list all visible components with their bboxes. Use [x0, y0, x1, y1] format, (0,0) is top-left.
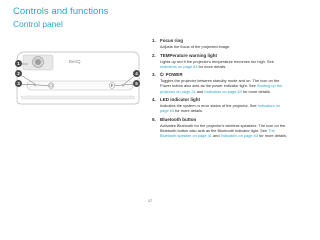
- callout-1: 1: [15, 60, 22, 67]
- description-text: for more details.: [258, 133, 287, 139]
- control-item-number: 2.: [152, 52, 156, 58]
- cross-reference-link[interactable]: Indicators on page 63: [160, 103, 281, 114]
- page-number: 17: [147, 199, 153, 203]
- cross-reference-link[interactable]: Indicators on page 63: [220, 133, 258, 139]
- control-item-number: 4.: [152, 97, 156, 103]
- control-item-number: 3.: [152, 72, 156, 78]
- description-text: Lights up red if the projector's temperature becomes too high. See: [160, 58, 274, 64]
- cross-reference-link[interactable]: Indicators on page 63: [160, 63, 198, 69]
- control-item-number: 1.: [152, 38, 156, 43]
- brand-logo: BenQ: [69, 59, 81, 64]
- control-item: [152, 38, 288, 49]
- description-text: for more details.: [241, 88, 271, 94]
- control-item-description: [152, 123, 288, 139]
- description-text: Activates Bluetooth for the projector's wireless speakers. The icon on the Bluetooth button also acts as the Bluetooth indicator light. See: [160, 122, 286, 134]
- description-text: for more details.: [197, 63, 227, 69]
- control-item-description: [152, 78, 288, 94]
- callout-2: 2: [15, 70, 22, 77]
- section-title: Control panel: [13, 19, 63, 29]
- callout-4: 4: [133, 70, 140, 77]
- description-text: and: [211, 133, 221, 139]
- description-text: Indicates the system or error status of the projector. See: [160, 103, 258, 109]
- control-item-number: 5.: [152, 116, 156, 122]
- cross-reference-link[interactable]: The Bluetooth speaker on page 41: [160, 128, 275, 139]
- control-item: [152, 97, 288, 113]
- control-item-description: [152, 103, 288, 113]
- control-item-title: Focus ring: [160, 38, 184, 43]
- projector-illustration: [13, 46, 143, 106]
- control-item-description: [152, 44, 288, 49]
- description-text: and: [195, 88, 205, 94]
- page-title: Controls and functions: [13, 6, 109, 17]
- control-item-title: Bluetooth button: [160, 116, 197, 122]
- description-text: Toggles the projector between standby mode and on. The icon on the Power button also acts as the power indicator light. See: [160, 78, 280, 89]
- callout-3: 3: [15, 80, 22, 87]
- description-text: for more details.: [174, 108, 204, 114]
- control-item-description: [152, 59, 288, 69]
- control-descriptions: [152, 38, 288, 142]
- cross-reference-link[interactable]: Starting up the projector on page 21: [160, 83, 283, 94]
- callout-5: 5: [133, 80, 140, 87]
- control-item: [152, 53, 288, 69]
- control-item-title: LED indicator light: [160, 97, 200, 103]
- control-item: [152, 117, 288, 139]
- control-item-title: TEMPerature warning light: [160, 52, 218, 58]
- description-text: Adjusts the focus of the projected image.: [160, 44, 231, 49]
- control-item: [152, 72, 288, 94]
- power-icon: ⏻: [160, 72, 164, 78]
- cross-reference-link[interactable]: Indicators on page 63: [204, 88, 242, 94]
- control-item-title: POWER: [165, 72, 183, 78]
